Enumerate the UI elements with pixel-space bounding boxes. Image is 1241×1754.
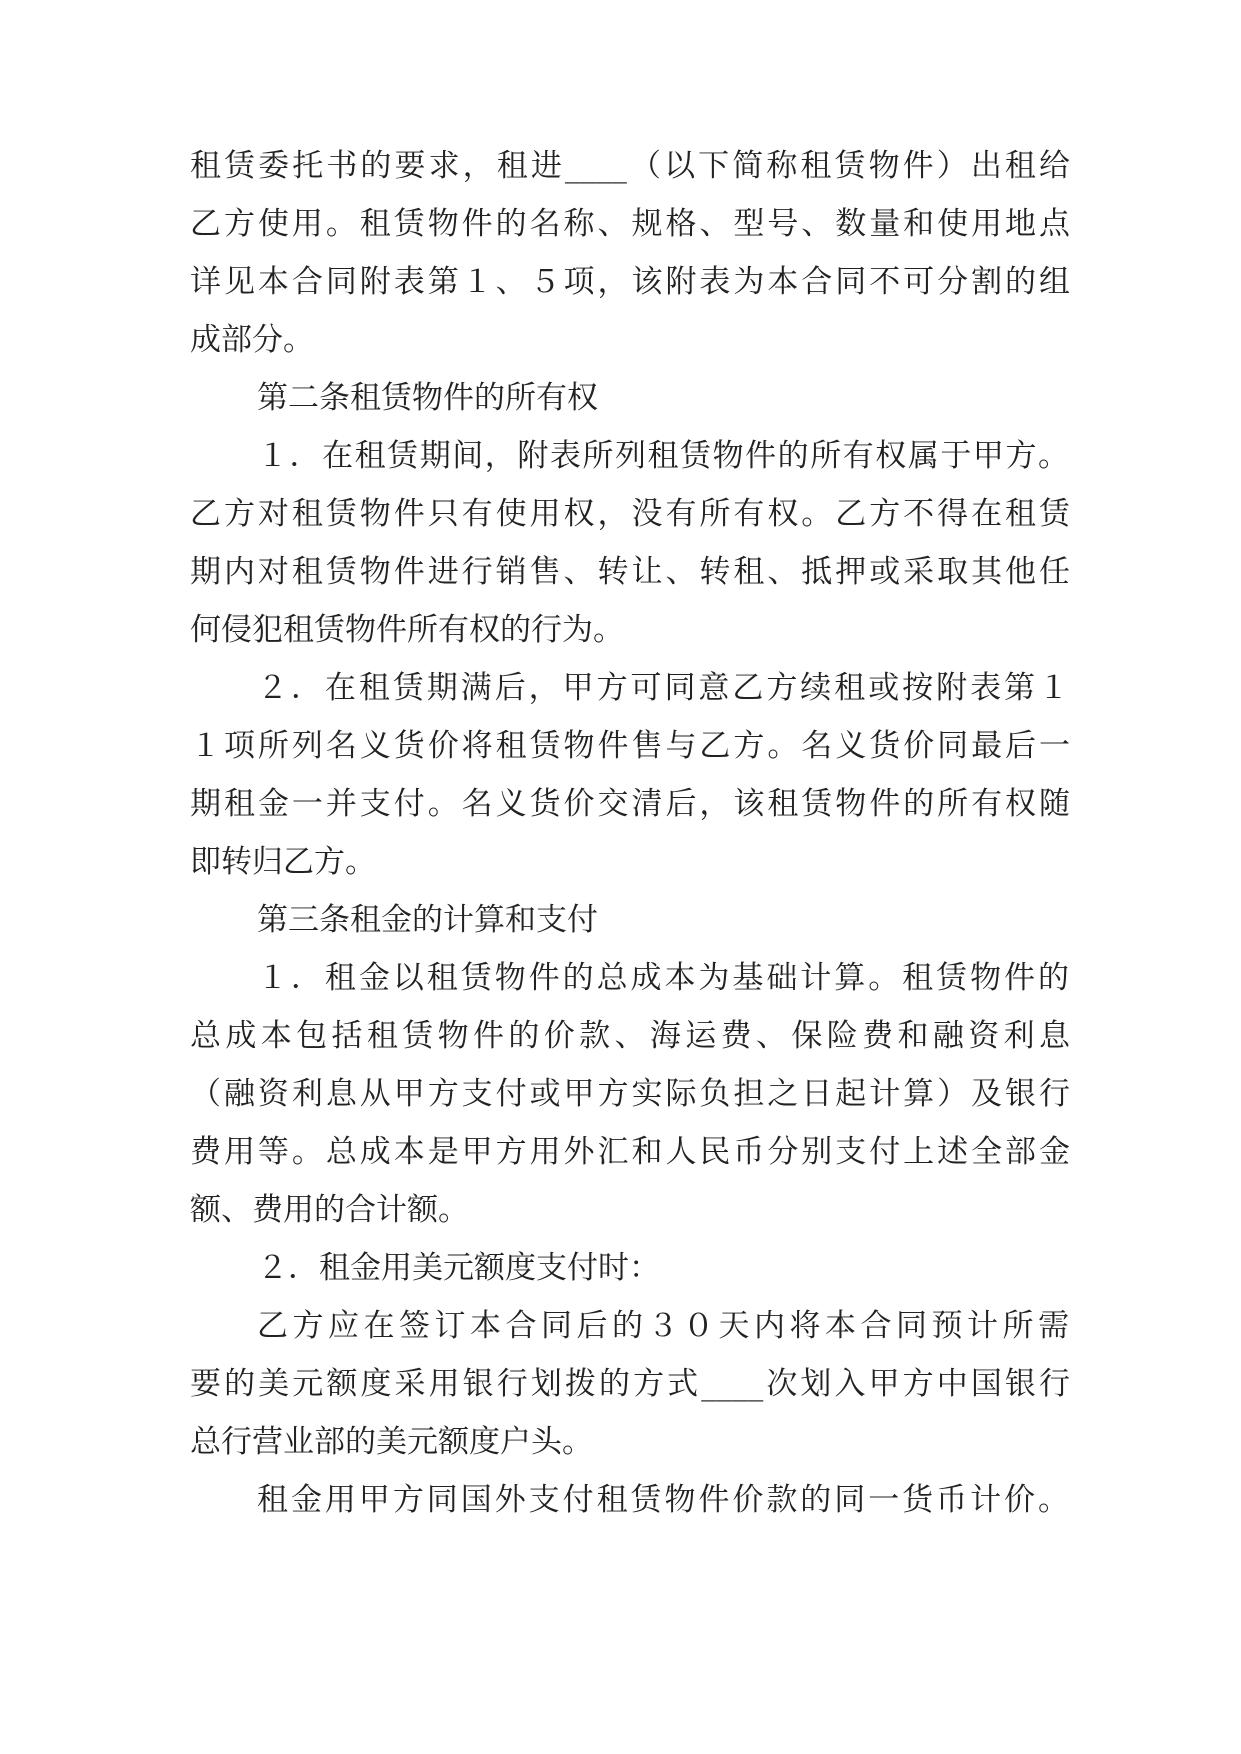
paragraph-line: 租金用甲方同国外支付租赁物件价款的同一货币计价。 — [257, 1482, 1069, 1518]
text-line: 何侵犯租赁物件所有权的行为。 — [190, 612, 624, 648]
text-line: 期内对租赁物件进行销售、转让、转租、抵押或采取其他任 — [190, 554, 1070, 590]
clause-line: ２．租金用美元额度支付时： — [257, 1250, 660, 1286]
text-line: 额、费用的合计额。 — [190, 1192, 469, 1228]
clause-line: ２．在租赁期满后，甲方可同意乙方续租或按附表第１ — [257, 670, 1069, 706]
text-line: 租赁委托书的要求，租进____（以下简称租赁物件）出租给 — [190, 148, 1070, 184]
text-line: 期租金一并支付。名义货价交清后，该租赁物件的所有权随 — [190, 786, 1070, 822]
paragraph-line: 乙方应在签订本合同后的３０天内将本合同预计所需 — [257, 1308, 1069, 1344]
section-heading: 第三条租金的计算和支付 — [257, 902, 598, 938]
text-line: 乙方使用。租赁物件的名称、规格、型号、数量和使用地点 — [190, 206, 1070, 242]
text-line: 成部分。 — [190, 322, 314, 358]
text-line: （融资利息从甲方支付或甲方实际负担之日起计算）及银行 — [190, 1076, 1070, 1112]
section-heading: 第二条租赁物件的所有权 — [257, 380, 598, 416]
text-line: 要的美元额度采用银行划拨的方式____次划入甲方中国银行 — [190, 1366, 1070, 1402]
clause-line: １．在租赁期间，附表所列租赁物件的所有权属于甲方。 — [257, 438, 1069, 474]
text-line: 乙方对租赁物件只有使用权，没有所有权。乙方不得在租赁 — [190, 496, 1070, 532]
text-line: １项所列名义货价将租赁物件售与乙方。名义货价同最后一 — [190, 728, 1070, 764]
text-line: 即转归乙方。 — [190, 844, 376, 880]
text-line: 总行营业部的美元额度户头。 — [190, 1424, 593, 1460]
text-line: 费用等。总成本是甲方用外汇和人民币分别支付上述全部金 — [190, 1134, 1070, 1170]
clause-line: １．租金以租赁物件的总成本为基础计算。租赁物件的 — [257, 960, 1069, 996]
text-line: 详见本合同附表第１、５项，该附表为本合同不可分割的组 — [190, 264, 1070, 300]
text-line: 总成本包括租赁物件的价款、海运费、保险费和融资利息 — [190, 1018, 1070, 1054]
